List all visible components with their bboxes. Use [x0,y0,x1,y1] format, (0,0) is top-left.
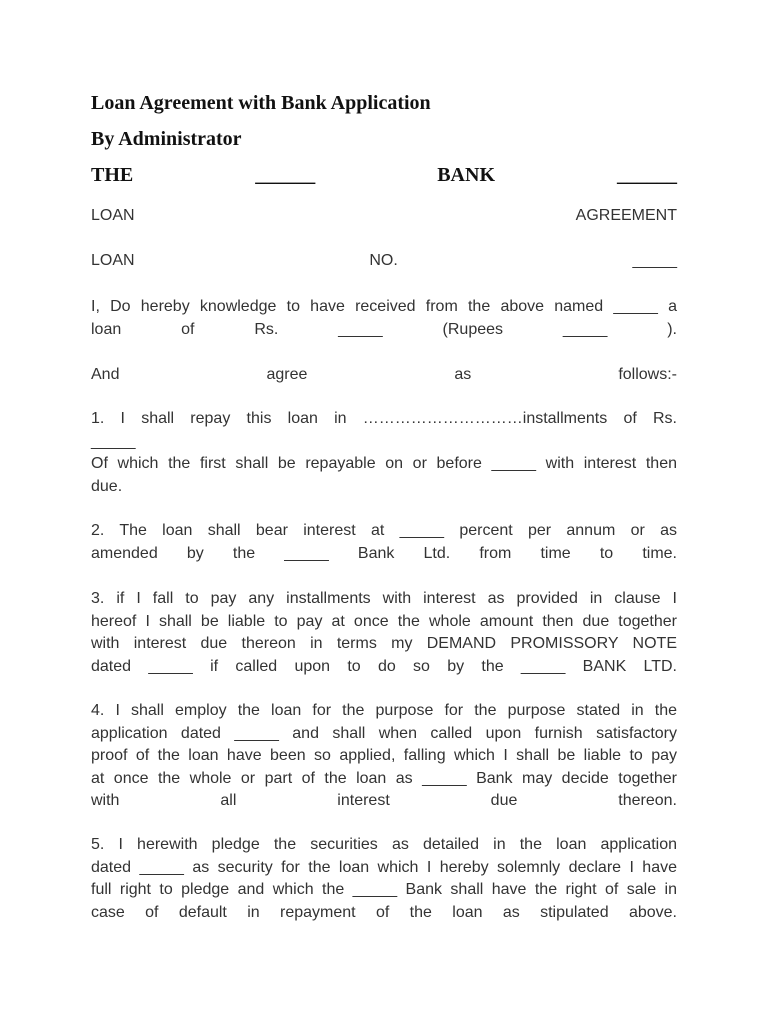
paragraph-agree [91,364,677,387]
para-line: Of which the first shall be repayable on or before _____ with interest then [91,455,677,472]
paragraph-received [91,296,677,341]
para-line: due. [91,477,123,495]
para-line: at once the whole or part of the loan as _____ Bank may decide together [91,769,677,787]
para-line: with all interest due thereon. [91,792,677,809]
para-line: I, Do hereby knowledge to have received from the above named _____ a [91,298,677,315]
header-blank-1: ______ [255,164,316,186]
para-line: _____ [91,432,136,450]
para-line: dated _____ if called upon to do so by the _____ BANK LTD. [91,657,677,675]
para-line: hereof I shall be liable to pay at once the whole amount then due together [91,612,677,630]
header-blank-2: ______ [617,164,677,186]
loan-no-label: NO. [369,252,398,269]
clause-2 [91,520,677,565]
para-line: full right to pledge and which the _____ Bank shall have the right of sale in [91,881,677,898]
bank-header-row [91,164,677,187]
loan-no-blank: _____ [632,252,677,269]
header-bank: BANK [437,164,496,186]
clause-1 [91,408,677,453]
clause-4 [91,700,677,813]
para-line: 1. I shall repay this loan in …………………………installments of Rs. [91,410,677,427]
para-line: with interest due thereon in terms my DEMAND PROMISSORY NOTE [91,635,677,652]
header-the: THE [91,164,134,186]
loan-no-loan: LOAN [91,252,135,269]
para-line: dated _____ as security for the loan which I hereby solemnly declare I have [91,858,677,876]
agreement-label: AGREEMENT [575,207,677,224]
para-line: application dated _____ and shall when called upon furnish satisfactory [91,724,677,742]
para-line: proof of the loan have been so applied, falling which I shall be liable to pay [91,747,677,764]
para-line: case of default in repayment of the loan as stipulated above. [91,903,677,921]
loan-label: LOAN [91,207,135,224]
clause-1-continued [91,453,677,498]
loan-no-row [91,252,677,270]
clause-3 [91,588,677,678]
document-byline: By Administrator [91,128,242,150]
clause-5 [91,834,677,924]
para-line: 4. I shall employ the loan for the purpose for the purpose stated in the [91,702,677,719]
para-line: amended by the _____ Bank Ltd. from time to time. [91,544,677,562]
para-line: 2. The loan shall bear interest at _____ percent per annum or as [91,522,677,539]
para-line: loan of Rs. _____ (Rupees _____ ). [91,320,677,338]
para-line: 3. if I fall to pay any installments with interest as provided in clause I [91,590,677,607]
para-line: 5. I herewith pledge the securities as detailed in the loan application [91,836,677,853]
para-line: And agree as follows:- [91,366,677,383]
document-title: Loan Agreement with Bank Application [91,92,431,114]
loan-agreement-row [91,207,677,225]
